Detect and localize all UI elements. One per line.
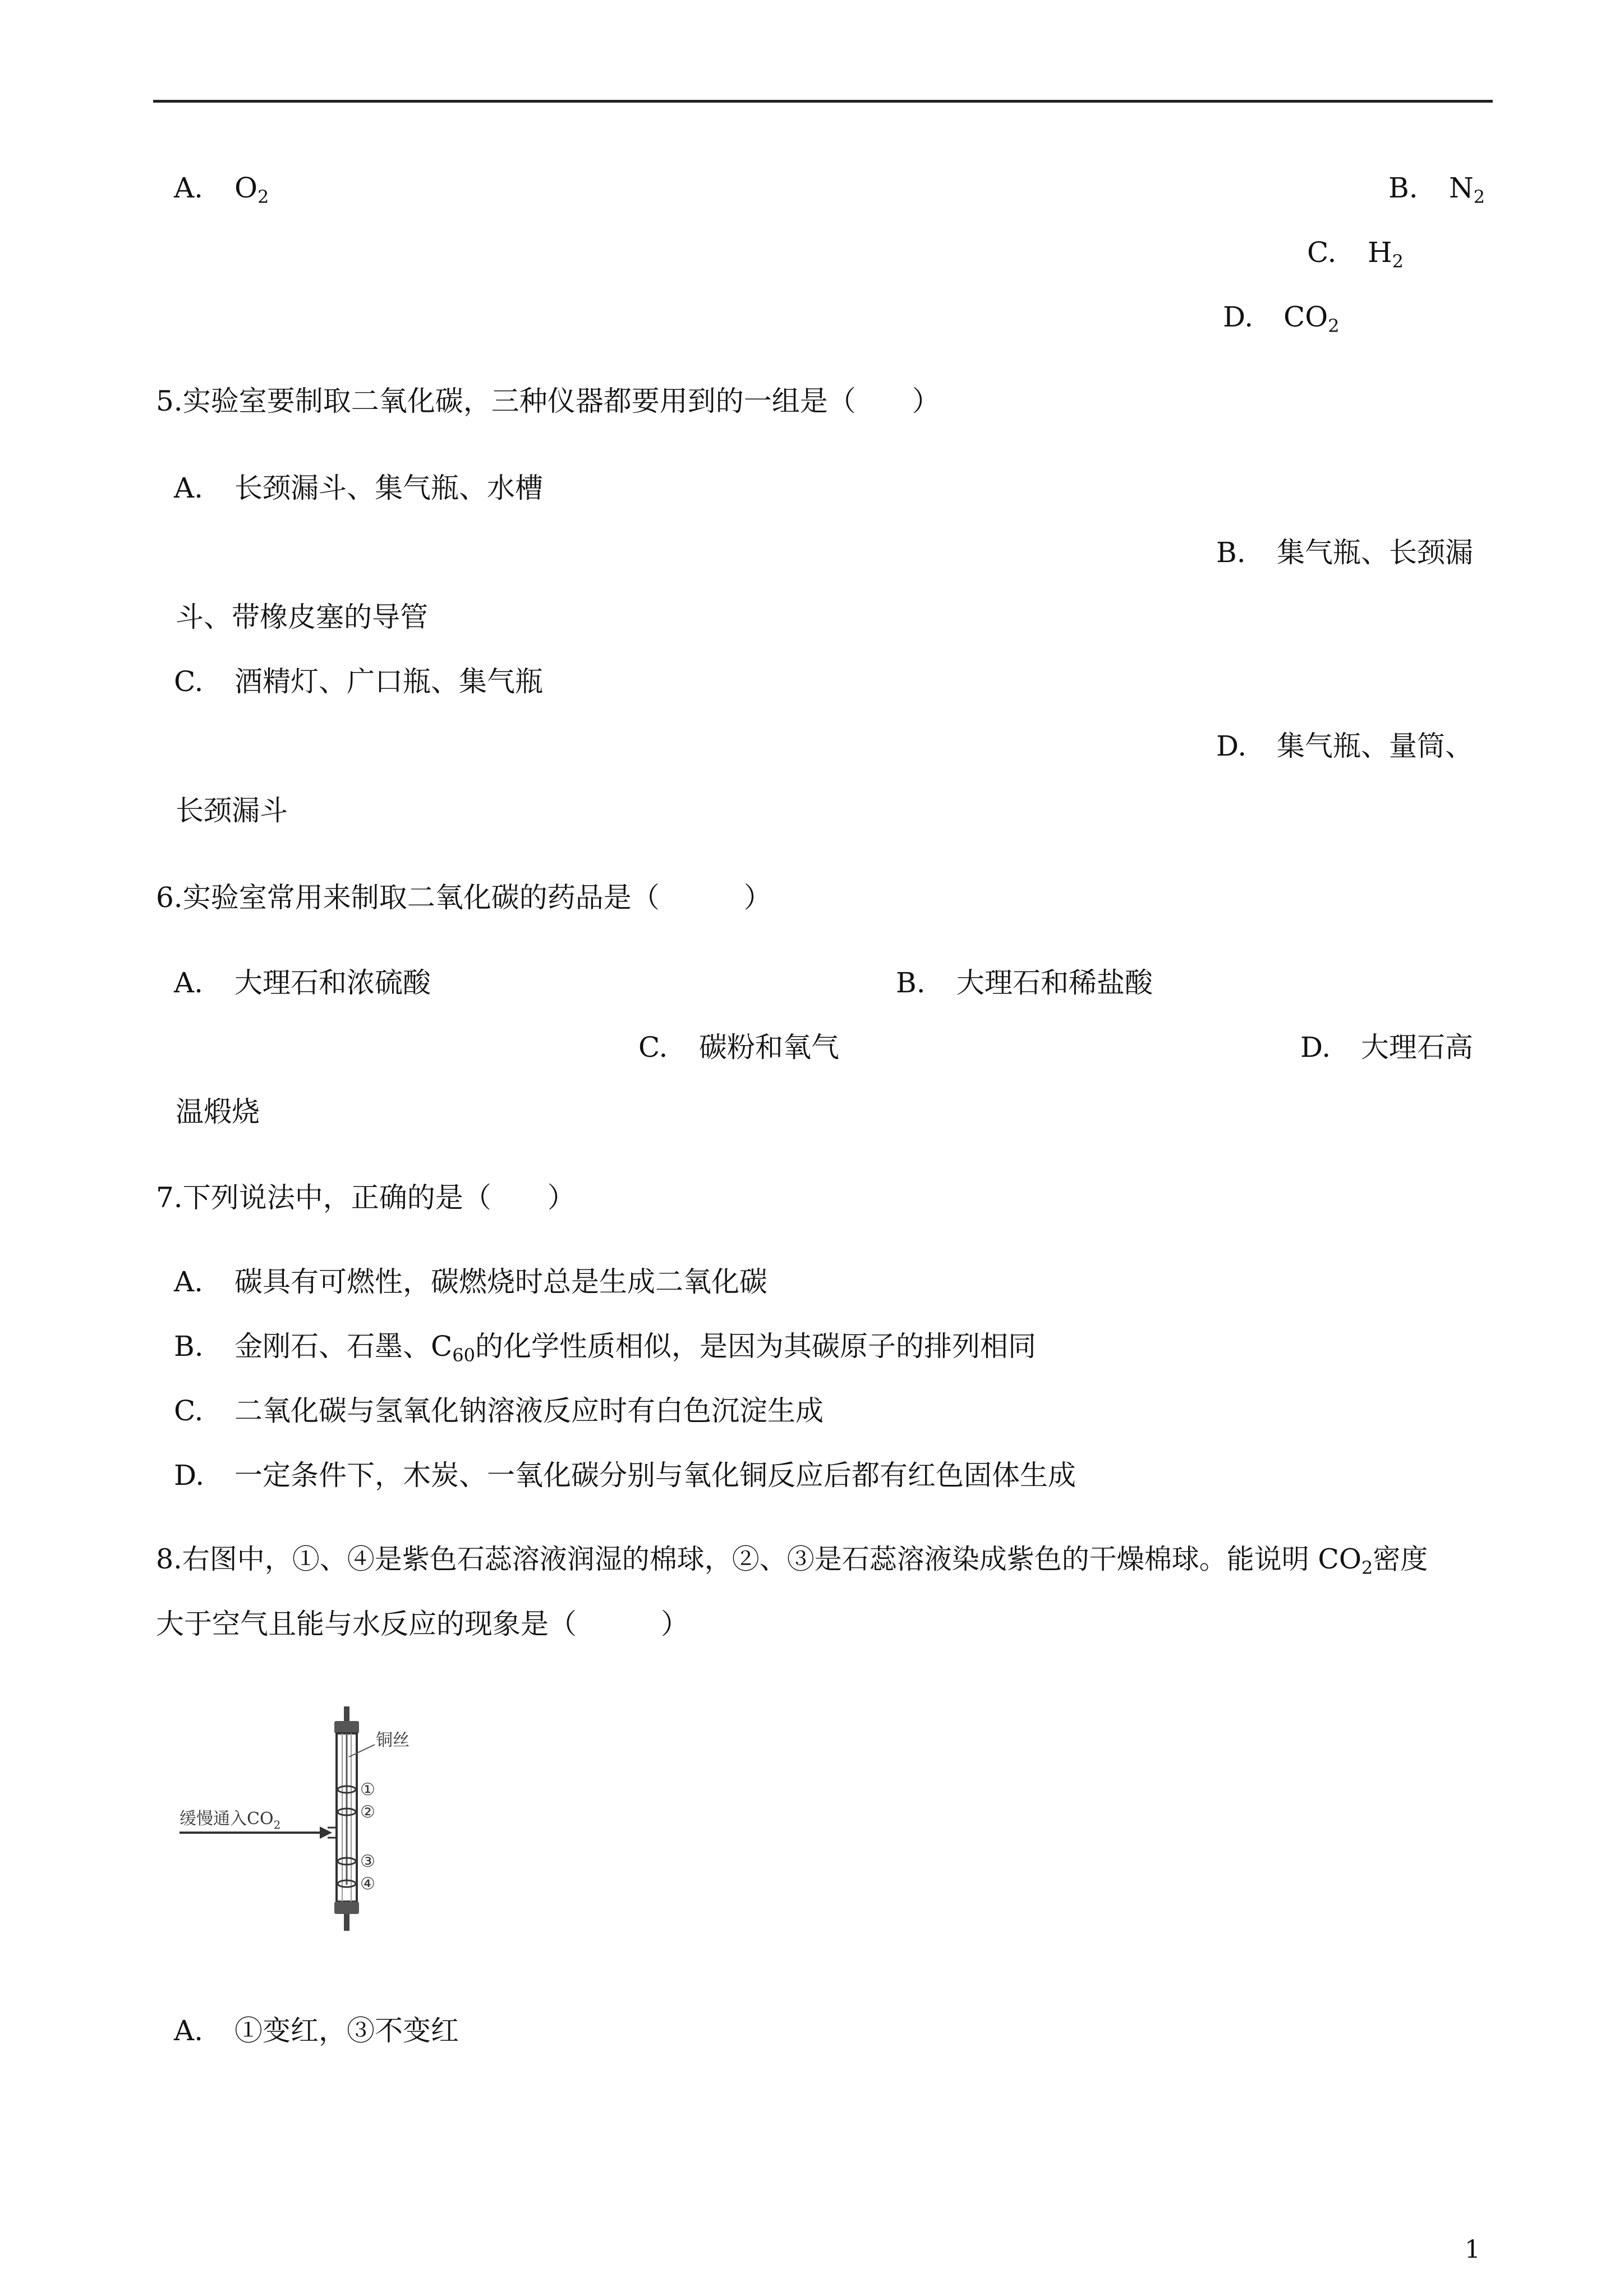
q5-option-d: D. 集气瓶、量筒、 (1216, 730, 1473, 762)
ball-label-1: ① (360, 1780, 375, 1800)
q7-option-a: A. 碳具有可燃性，碳燃烧时总是生成二氧化碳 (174, 1266, 767, 1298)
wire-label: 铜丝 (376, 1731, 410, 1750)
q6-option-d: D. 大理石高 (1300, 1031, 1473, 1064)
header-rule (153, 100, 1493, 103)
inlet-label: 缓慢通入$CO_2$ (180, 1809, 281, 1832)
q4-option-d: D. $CO_2$ (1223, 301, 1340, 337)
q4-option-a: A. $O_2$ (174, 172, 269, 208)
q6-option-a: A. 大理石和浓硫酸 (174, 967, 431, 999)
co2-tube-figure (168, 1705, 460, 1941)
q6-option-d-continued: 温煅烧 (176, 1096, 260, 1128)
q4-option-c: C. $H_2$ (1307, 236, 1404, 272)
ball-label-4: ④ (360, 1874, 375, 1894)
q8-stem-line2: 大于空气且能与水反应的现象是（ ） (156, 1608, 689, 1640)
q6-stem: 6.实验室常用来制取二氧化碳的药品是（ ） (156, 881, 772, 914)
top-stopper (334, 1721, 359, 1733)
q5-stem: 5.实验室要制取二氧化碳，三种仪器都要用到的一组是（ ） (156, 385, 940, 417)
page-number: 1 (1465, 2235, 1480, 2264)
q8-stem: 8.右图中，①、④是紫色石蕊溶液润湿的棉球，②、③是石蕊溶液染成紫色的干燥棉球。能说明 $CO_2$密度 (156, 1543, 1428, 1579)
q6-option-c: C. 碳粉和氧气 (638, 1031, 839, 1064)
q5-option-c: C. 酒精灯、广口瓶、集气瓶 (174, 665, 543, 698)
q5-option-b-continued: 斗、带橡皮塞的导管 (176, 601, 428, 633)
q5-option-b: B. 集气瓶、长颈漏 (1216, 536, 1473, 569)
q7-option-d: D. 一定条件下，木炭、一氧化碳分别与氧化铜反应后都有红色固体生成 (174, 1459, 1076, 1492)
q6-option-b: B. 大理石和稀盐酸 (896, 967, 1153, 999)
ball-label-3: ③ (360, 1852, 375, 1871)
q7-option-b: B. 金刚石、石墨、$C_{60}$的化学性质相似，是因为其碳原子的排列相同 (174, 1330, 1036, 1366)
q7-stem: 7.下列说法中，正确的是（ ） (156, 1181, 576, 1214)
bottom-rod (344, 1914, 349, 1931)
q4-option-b: B. $N_2$ (1388, 172, 1485, 208)
q5-option-a: A. 长颈漏斗、集气瓶、水槽 (174, 472, 543, 504)
ball-label-2: ② (360, 1802, 375, 1822)
bottom-stopper (334, 1902, 359, 1914)
top-rod (344, 1706, 349, 1721)
q5-option-d-continued: 长颈漏斗 (176, 794, 288, 827)
q8-option-a: A. ①变红，③不变红 (174, 2014, 459, 2047)
q7-option-c: C. 二氧化碳与氢氧化钠溶液反应时有白色沉淀生成 (174, 1395, 823, 1427)
